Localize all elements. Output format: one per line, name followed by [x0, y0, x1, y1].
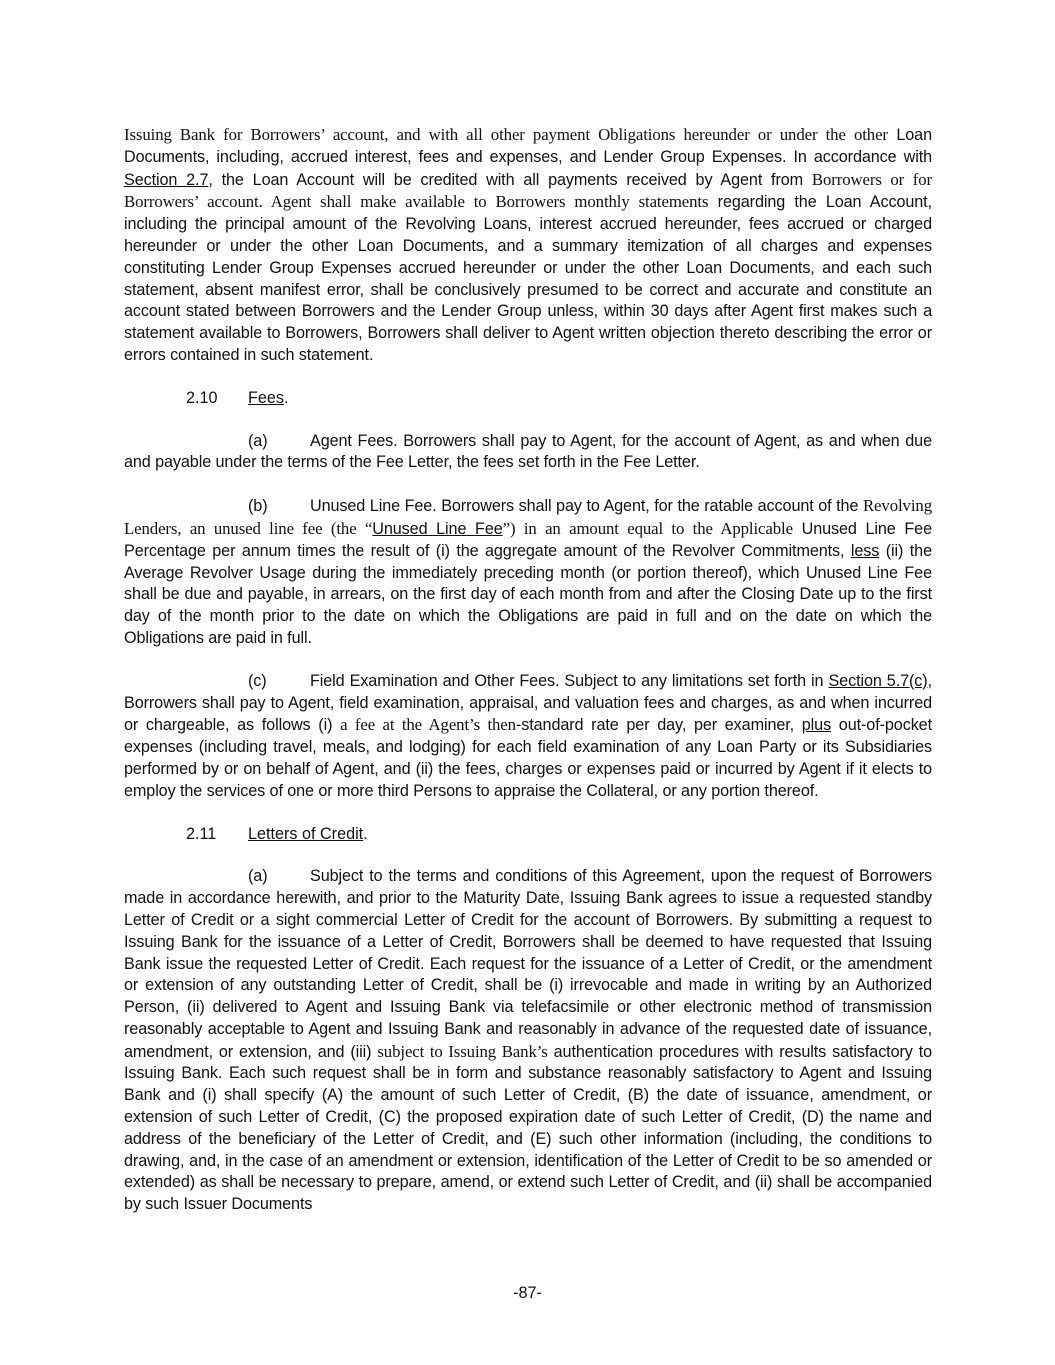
- section-title: Fees: [248, 388, 284, 407]
- emphasis-plus: plus: [801, 716, 832, 735]
- section-2-7-reference: Section 2.7: [124, 170, 209, 189]
- section-number: 2.11: [186, 824, 217, 843]
- subsection-text-5: out-of-pocket expenses (including travel, meals, and lodging) for each field examination of any Loan Party or its Subsidiaries performed by or on behalf of Agent, and (ii) the fees, charges or expenses paid or incurred by Agent if it elects to employ the services of one or more third Persons to appraise the Collateral, or any portion thereof.: [124, 716, 932, 800]
- section-title-period: .: [363, 824, 368, 843]
- page-content: [124, 124, 932, 1237]
- subsection-label: (b): [248, 497, 268, 516]
- subsection-text-5: (ii) the Average Revolver Usage during the immediately preceding month (or portion thereof), which Unused Line Fee shall be due and payable, in arrears, on the first day of each month from and after the Closing Date up to the first day of the month prior to the date on which the Obligations are paid in full and on the date on which the Obligations are paid in full.: [124, 541, 932, 647]
- intro-text-2: Loan Documents, including, accrued interest, fees and expenses, and Lender Group Expenses. In accordance with: [124, 126, 932, 166]
- section-title: Letters of Credit: [248, 824, 364, 843]
- intro-text-1: Issuing Bank for Borrowers’ account, and with all other payment Obligations hereunder or under the other: [124, 125, 888, 144]
- fees-subsection-b: [124, 495, 932, 650]
- intro-text-4: Borrowers or for Borrowers’ account. Agent shall make available to Borrowers monthly statements: [124, 169, 932, 212]
- subsection-label: (c): [248, 671, 267, 690]
- subsection-text-3: ”) in an amount equal to the Applicable: [502, 518, 793, 538]
- subsection-text-2: , Borrowers shall pay to Agent, field examination, appraisal, and valuation fees and charges, as and when incurred or chargeable, as follows (i): [124, 671, 932, 735]
- subsection-label: (a): [248, 431, 268, 450]
- subsection-text-1: Field Examination and Other Fees. Subject to any limitations set forth in: [310, 671, 829, 690]
- section-heading-fees: [124, 388, 932, 410]
- page-number: -87-: [513, 1284, 542, 1302]
- subsection-text: Agent Fees. Borrowers shall pay to Agent, for the account of Agent, as and when due and payable under the terms of the Fee Letter, the fees set forth in the Fee Letter.: [124, 431, 932, 472]
- letters-of-credit-subsection-a: [124, 866, 932, 1216]
- defined-term-unused-line-fee: Unused Line Fee: [372, 519, 503, 538]
- subsection-text-2: Revolving Lenders, an unused line fee (the “: [124, 496, 932, 538]
- fees-subsection-a: [124, 431, 932, 475]
- subsection-text-1: Subject to the terms and conditions of this Agreement, upon the request of Borrowers made in accordance herewith, and prior to the Maturity Date, Issuing Bank agrees to issue a requested standby Letter of Credit or a sight commercial Letter of Credit for the account of Borrowers. By submitting a request to Issuing Bank for the issuance of a Letter of Credit, Borrowers shall be deemed to have requested that Issuing Bank issue the requested Letter of Credit. Each request for the issuance of a Letter of Credit, or the amendment or extension of any outstanding Letter of Credit, shall be (i) irrevocable and made in writing by an Authorized Person, (ii) delivered to Agent and Issuing Bank via telefacsimile or other electronic method of transmission reasonably acceptable to Agent and Issuing Bank and reasonably in advance of the requested date of issuance, amendment, or extension, and (iii): [124, 867, 932, 1061]
- emphasis-less: less: [850, 541, 880, 560]
- subsection-text-2: subject to Issuing Bank’s: [377, 1041, 548, 1061]
- subsection-text-1: Unused Line Fee. Borrowers shall pay to Agent, for the ratable account of the: [310, 497, 863, 516]
- subsection-text-4: Unused Line Fee Percentage per annum times the result of (i) the aggregate amount of the Revolver Commitments,: [124, 519, 932, 560]
- subsection-label: (a): [248, 867, 268, 886]
- intro-text-3: , the Loan Account will be credited with all payments received by Agent from: [208, 170, 812, 189]
- section-number: 2.10: [186, 388, 218, 407]
- subsection-text-3: a fee at the Agent’s then: [340, 715, 516, 735]
- subsection-text-4: -standard rate per day, per examiner,: [515, 716, 802, 735]
- intro-text-5: regarding the Loan Account, including the principal amount of the Revolving Loans, interest accrued hereunder, fees accrued or charged hereunder or under the other Loan Documents, and a summary itemization of all charges and expenses constituting Lender Group Expenses accrued hereunder or under the other Loan Documents, and each such statement, absent manifest error, shall be conclusively presumed to be correct and accurate and constitute an account stated between Borrowers and the Lender Group unless, within 30 days after Agent first makes such a statement available to Borrowers, Borrowers shall deliver to Agent written objection thereto describing the error or errors contained in such statement.: [124, 193, 932, 364]
- intro-paragraph: [124, 124, 932, 367]
- subsection-text-3: authentication procedures with results satisfactory to Issuing Bank. Each such request shall be in form and substance reasonably satisfactory to Agent and Issuing Bank and (i) shall specify (A) the amount of such Letter of Credit, (B) the date of issuance, amendment, or extension of such Letter of Credit, (C) the proposed expiration date of such Letter of Credit, (D) the name and address of the beneficiary of the Letter of Credit, and (E) such other information (including, the conditions to drawing, and, in the case of an amendment or extension, identification of the Letter of Credit to be so amended or extended) as shall be necessary to prepare, amend, or extend such Letter of Credit, and (ii) shall be accompanied by such Issuer Documents: [124, 1042, 932, 1214]
- fees-subsection-c: [124, 671, 932, 803]
- section-5-7c-reference: Section 5.7(c): [828, 671, 928, 690]
- section-title-period: .: [284, 388, 289, 407]
- section-heading-letters-of-credit: [124, 824, 932, 846]
